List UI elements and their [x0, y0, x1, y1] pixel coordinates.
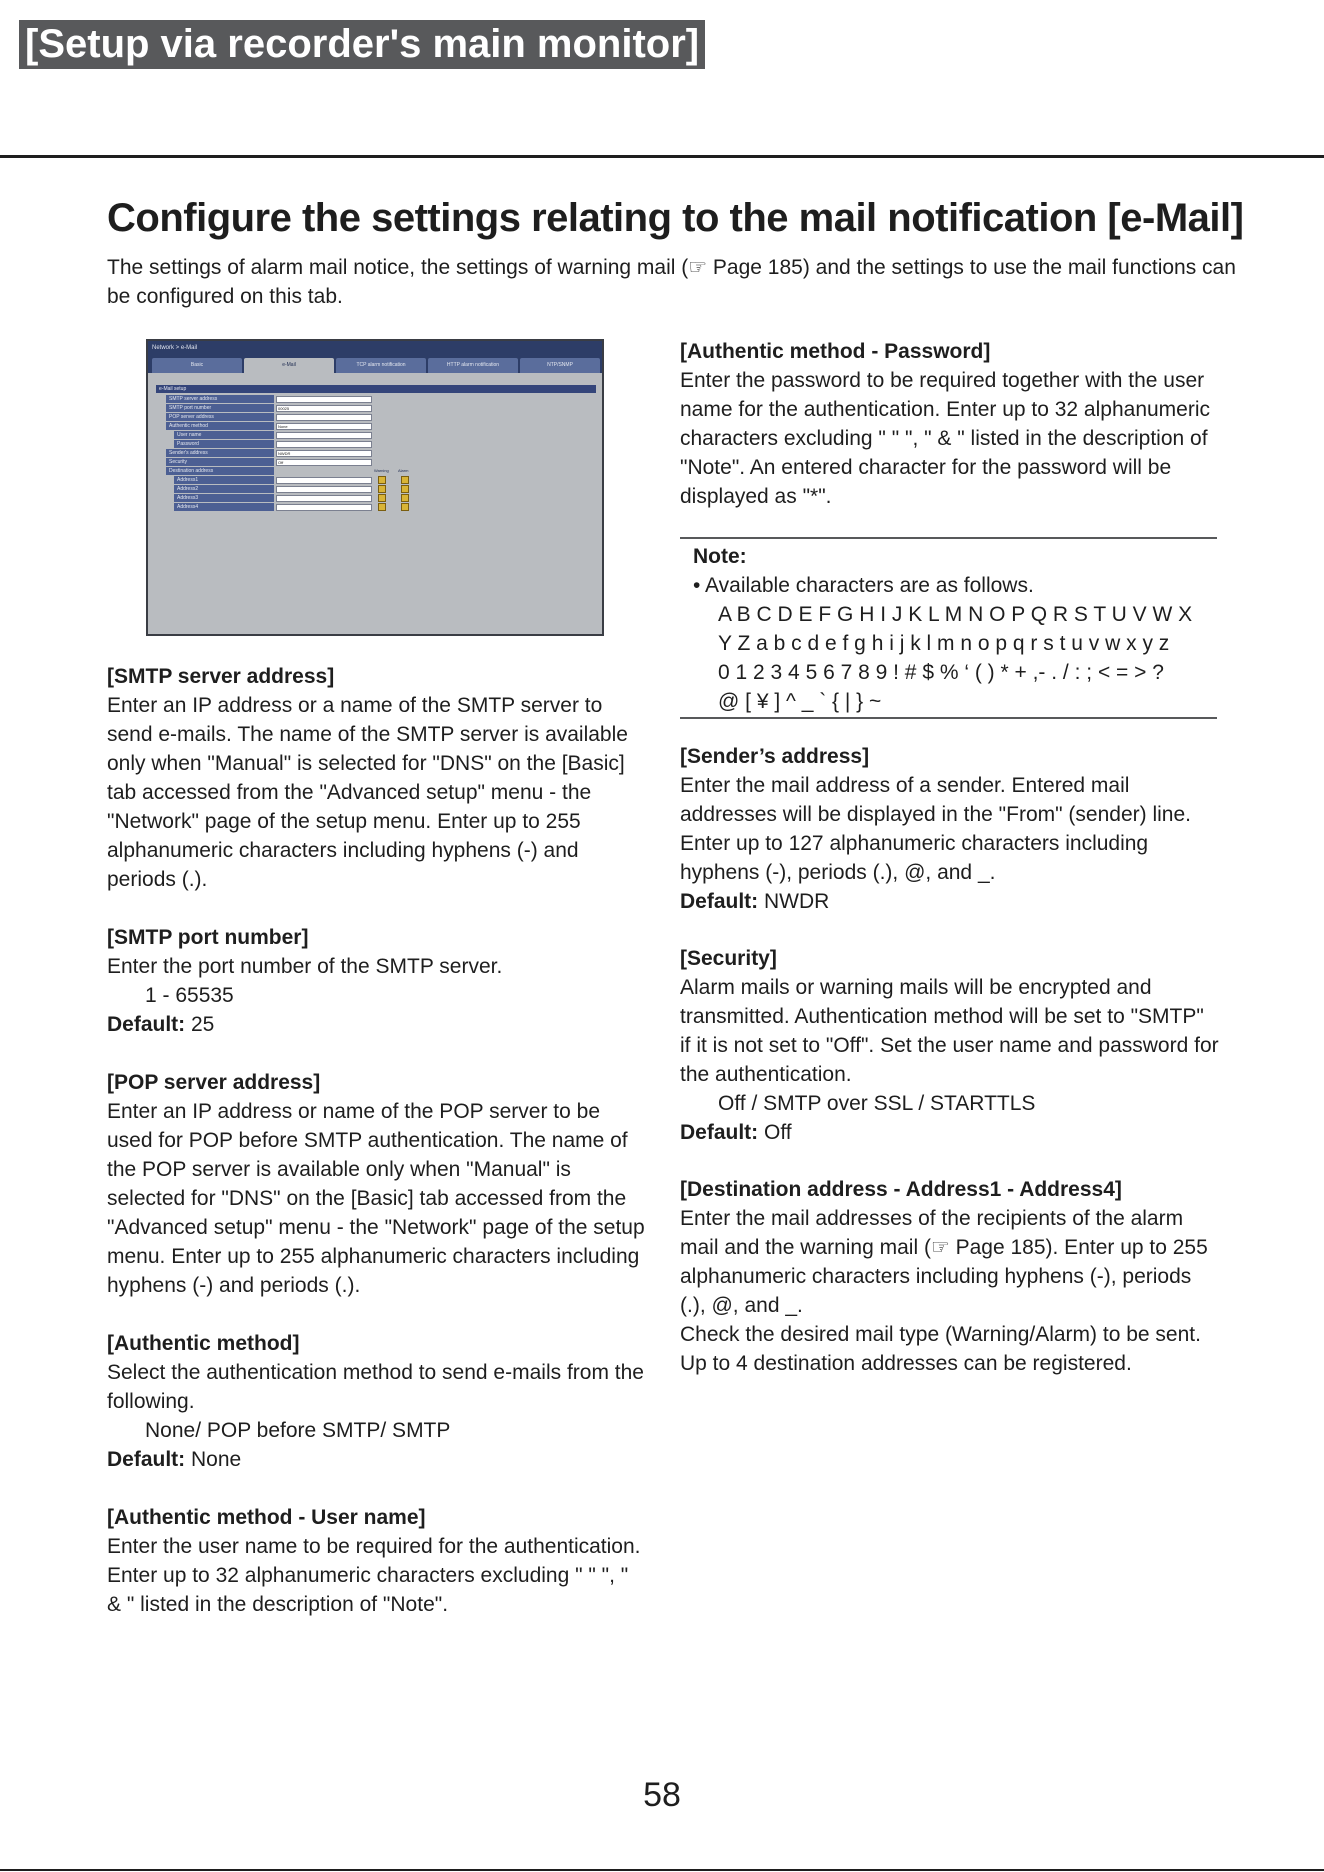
char-line: Y Z a b c d e f g h i j k l m n o p q r s t u v w x y z: [718, 632, 1170, 655]
available-characters: [718, 600, 1213, 716]
section-heading: [Authentic method]: [107, 1332, 300, 1355]
screenshot-tab-http: HTTP alarm notification: [428, 358, 518, 373]
screenshot-field: [276, 495, 372, 502]
screenshot-checkbox: [401, 476, 409, 484]
screenshot-row-label: SMTP server address: [166, 395, 274, 403]
section-body: Enter the password to be required together with the user name for the authentication. Enter up to 32 alphanumeric characters excluding " " ", " & " listed in the description of "Note". An entered character for the password will be displayed as "*".: [680, 369, 1211, 508]
screenshot-field: [276, 414, 372, 421]
sender-section: [680, 742, 1220, 916]
note-box: [680, 537, 1217, 719]
screenshot-field: Off: [276, 459, 372, 466]
intro-paragraph: The settings of alarm mail notice, the settings of warning mail (☞ Page 185) and the settings to use the mail functions can be configured on this tab.: [107, 256, 1236, 308]
default-text: None: [185, 1448, 242, 1471]
section-header-band: [Setup via recorder's main monitor]: [19, 20, 705, 69]
auth-user-section: [107, 1503, 647, 1619]
screenshot-field: None: [276, 423, 372, 430]
auth-method-section: [107, 1329, 647, 1474]
section-body: Enter the port number of the SMTP server.: [107, 955, 503, 978]
screenshot-row-label: POP server address: [166, 413, 274, 421]
port-range: 1 - 65535: [145, 984, 234, 1007]
screenshot-address-label: Address1: [174, 476, 274, 484]
section-body: Enter an IP address or name of the POP server to be used for POP before SMTP authentication. The name of the POP server is available only when "Manual" is selected for "DNS" on the [Basic] tab accessed from the "Advanced setup" menu - the "Network" page of the setup menu. Enter up to 255 alphanumeric characters including hyphens (-) and periods (.).: [107, 1100, 645, 1297]
default-label: Default:: [107, 1448, 186, 1471]
header-divider: [0, 155, 1324, 158]
note-title: Note:: [693, 545, 747, 568]
section-heading: [SMTP port number]: [107, 926, 309, 949]
page-number: 58: [643, 1776, 681, 1814]
smtp-server-section: [107, 662, 647, 894]
screenshot-row-label: Authentic method: [166, 422, 274, 430]
default-label: Default:: [680, 1121, 759, 1144]
screenshot-breadcrumb: Network > e-Mail: [148, 341, 602, 356]
section-heading: [Security]: [680, 947, 777, 970]
screenshot-tab-email: e-Mail: [244, 358, 334, 373]
screenshot-destination-label: Destination address: [166, 467, 274, 475]
screenshot-field: [276, 441, 372, 448]
screenshot-warning-label: Warning: [374, 468, 389, 473]
screenshot-checkbox: [378, 503, 386, 511]
screenshot-field: 00025: [276, 405, 372, 412]
screenshot-address-label: Address4: [174, 503, 274, 511]
screenshot-tab-basic: Basic: [152, 358, 242, 373]
default-value: [107, 1010, 647, 1039]
default-text: NWDR: [758, 890, 830, 913]
auth-options: None/ POP before SMTP/ SMTP: [145, 1419, 451, 1442]
section-heading: [SMTP server address]: [107, 665, 335, 688]
default-text: Off: [758, 1121, 792, 1144]
screenshot-address-label: Address3: [174, 494, 274, 502]
section-heading: [Destination address - Address1 - Address4]: [680, 1178, 1122, 1201]
default-text: 25: [185, 1013, 215, 1036]
screenshot-row-label: SMTP port number: [166, 404, 274, 412]
security-section: [680, 944, 1220, 1147]
screenshot-checkbox: [378, 476, 386, 484]
default-value: [680, 1118, 1220, 1147]
section-body: Enter the mail address of a sender. Entered mail addresses will be displayed in the "From" (sender) line. Enter up to 127 alphanumeric characters including hyphens (-), periods (.), @, and _.: [680, 774, 1191, 884]
screenshot-field: [276, 432, 372, 439]
screenshot-tab-ntp: NTP/SNMP: [520, 358, 600, 373]
note-bullet: • Available characters are as follows.: [693, 574, 1034, 597]
screenshot-tab-bar: [148, 356, 602, 373]
security-options: Off / SMTP over SSL / STARTTLS: [718, 1092, 1036, 1115]
screenshot-field: [276, 396, 372, 403]
section-heading: [Authentic method - User name]: [107, 1506, 426, 1529]
screenshot-field: [276, 486, 372, 493]
screenshot-checkbox: [378, 494, 386, 502]
screenshot-row-label: Sender's address: [166, 449, 274, 457]
screenshot-section-bar: e-Mail setup: [156, 385, 596, 393]
screenshot-row-label: User name: [174, 431, 274, 439]
section-heading: [POP server address]: [107, 1071, 321, 1094]
section-heading: [Authentic method - Password]: [680, 340, 991, 363]
pop-server-section: [107, 1068, 647, 1300]
section-body: Select the authentication method to send e-mails from the following.: [107, 1361, 644, 1413]
screenshot-checkbox: [401, 485, 409, 493]
screenshot-field: NWDR: [276, 450, 372, 457]
default-value: [680, 887, 1220, 916]
smtp-port-section: [107, 923, 647, 1039]
section-body: Enter an IP address or a name of the SMTP server to send e-mails. The name of the SMTP server is available only when "Manual" is selected for "DNS" on the [Basic] tab accessed from the "Advanced setup" menu - the "Network" page of the setup menu. Enter up to 255 alphanumeric characters including hyphens (-) and periods (.).: [107, 694, 628, 891]
screenshot-row-label: Password: [174, 440, 274, 448]
screenshot-row-label: Security: [166, 458, 274, 466]
screenshot-address-label: Address2: [174, 485, 274, 493]
default-label: Default:: [107, 1013, 186, 1036]
section-body: Up to 4 destination addresses can be registered.: [680, 1352, 1132, 1375]
char-line: 0 1 2 3 4 5 6 7 8 9 ! # $ % ‘ ( ) * + ,- . / : ; < = > ?: [718, 661, 1164, 684]
screenshot-checkbox: [401, 503, 409, 511]
char-line: A B C D E F G H I J K L M N O P Q R S T U V W X: [718, 603, 1193, 626]
destination-section: [680, 1175, 1220, 1378]
section-body: Enter the mail addresses of the recipients of the alarm mail and the warning mail (☞ Page 185). Enter up to 255 alphanumeric characters including hyphens (-), periods (.), @, and _.: [680, 1207, 1208, 1317]
screenshot-tab-tcp: TCP alarm notification: [336, 358, 426, 373]
default-value: [107, 1445, 647, 1474]
email-setup-screenshot: [146, 339, 604, 636]
screenshot-field: [276, 504, 372, 511]
section-heading: [Sender’s address]: [680, 745, 870, 768]
section-body: Alarm mails or warning mails will be encrypted and transmitted. Authentication method will be set to "SMTP" if it is not set to "Off". Set the user name and password for the authentication.: [680, 976, 1219, 1086]
char-line: @ [ ¥ ] ^ _ ` { | } ~: [718, 690, 882, 713]
screenshot-checkbox: [378, 485, 386, 493]
default-label: Default:: [680, 890, 759, 913]
auth-password-section: [680, 337, 1220, 511]
screenshot-field: [276, 477, 372, 484]
footer-divider: [0, 1869, 1324, 1871]
screenshot-alarm-label: Alarm: [398, 468, 409, 473]
screenshot-checkbox: [401, 494, 409, 502]
section-body: Enter the user name to be required for the authentication. Enter up to 32 alphanumeric characters excluding " " ", " & " listed in the description of "Note".: [107, 1535, 641, 1616]
page-title: Configure the settings relating to the mail notification [e-Mail]: [107, 196, 1244, 240]
section-body: Check the desired mail type (Warning/Alarm) to be sent.: [680, 1323, 1201, 1346]
